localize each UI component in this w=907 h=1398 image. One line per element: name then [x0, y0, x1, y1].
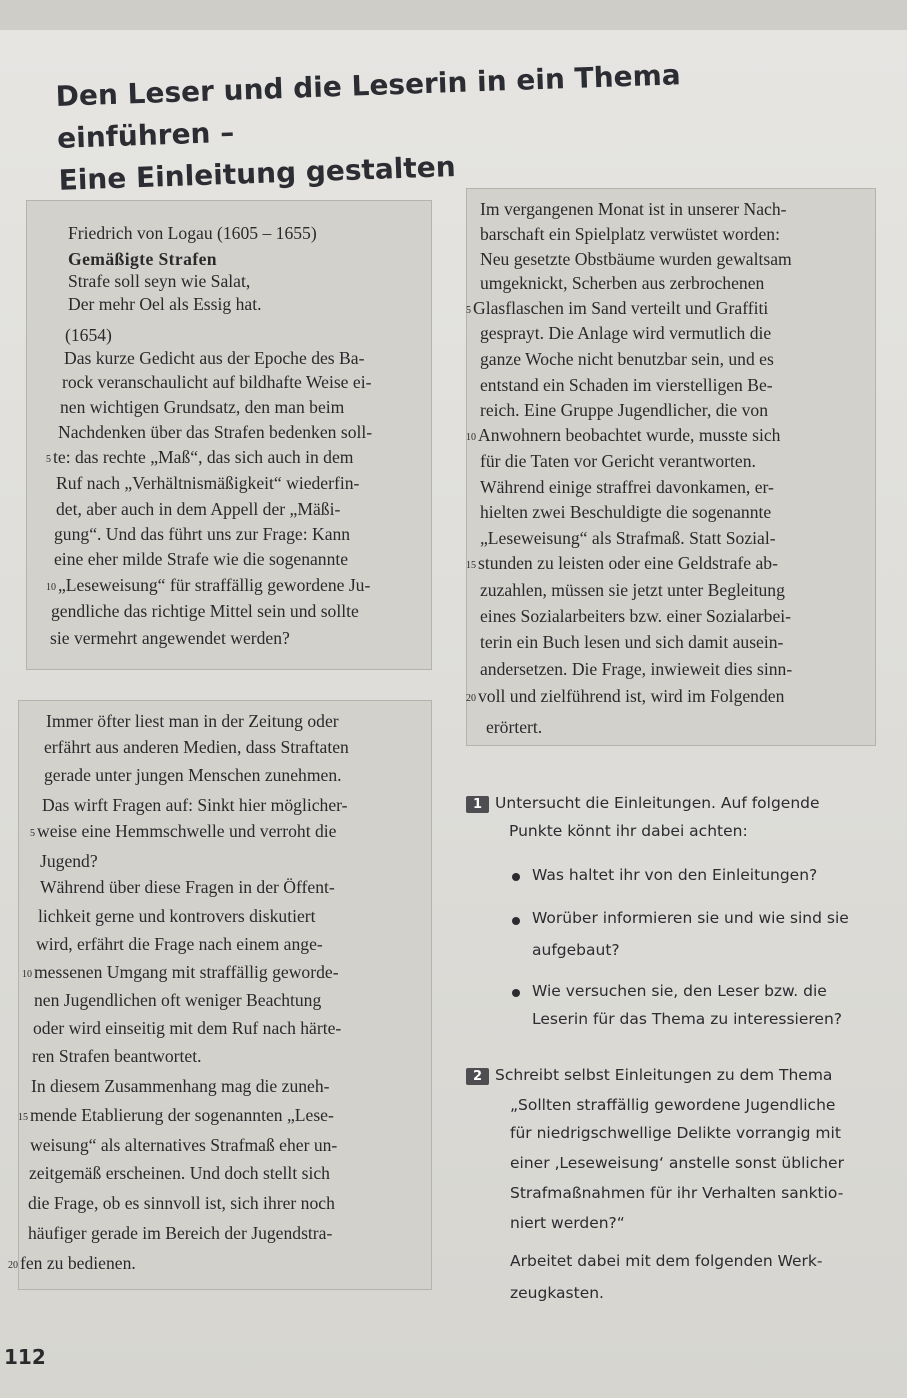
- text-line: nen Jugendlichen oft weniger Beachtung: [34, 990, 322, 1010]
- numbered-line: [30, 820, 336, 846]
- poem-title: Gemäßigte Strafen: [68, 249, 217, 269]
- task-text: zeugkasten.: [510, 1284, 604, 1302]
- task-bullet-text: Wie versuchen sie, den Leser bzw. die: [532, 982, 827, 1000]
- numbered-line: [46, 446, 353, 472]
- text-line: Während über diese Fragen in der Öffent-: [40, 877, 335, 897]
- line-number: 10: [22, 969, 32, 980]
- text-line: Ruf nach „Verhältnismäßigkeit“ wiederfin-: [56, 473, 360, 493]
- task-bullet-text: aufgebaut?: [532, 941, 620, 959]
- text-line: zeitgemäß erscheinen. Und doch stellt sich: [29, 1163, 330, 1183]
- text-line: lichkeit gerne und kontrovers diskutiert: [38, 906, 316, 926]
- bullet-icon: [512, 873, 520, 881]
- text-line: zuzahlen, müssen sie jetzt unter Begleitung: [480, 580, 785, 600]
- text-line: mende Etablierung der sogenannten „Lese-: [30, 1105, 334, 1125]
- task-text: Arbeitet dabei mit dem folgenden Werk-: [510, 1252, 823, 1270]
- task-bullet-text: Leserin für das Thema zu interessieren?: [532, 1010, 843, 1028]
- task-text: niert werden?“: [510, 1214, 625, 1232]
- title-line-1: Den Leser und die Leserin in ein Thema einführen –: [55, 58, 682, 155]
- text-line: ren Strafen beantwortet.: [32, 1046, 202, 1066]
- poem-line: Strafe soll seyn wie Salat,: [68, 271, 251, 291]
- text-line: Im vergangenen Monat ist in unserer Nach-: [480, 199, 787, 219]
- task-text: „Sollten straffällig gewordene Jugendliche: [510, 1096, 836, 1114]
- text-line: eines Sozialarbeiters bzw. einer Sozialarbei-: [480, 606, 792, 626]
- title-line-2: Eine Einleitung gestalten: [58, 150, 457, 197]
- text-line: hielten zwei Beschuldigte die sogenannte: [480, 502, 772, 522]
- text-line: gendliche das richtige Mittel sein und sollte: [51, 601, 359, 621]
- text-line: Immer öfter liest man in der Zeitung oder: [46, 711, 339, 731]
- text-line: eine eher milde Strafe wie die sogenannte: [54, 549, 349, 569]
- page-number: 112: [4, 1345, 46, 1369]
- numbered-line: [466, 297, 768, 323]
- line-number: 5: [466, 305, 471, 316]
- text-line: oder wird einseitig mit dem Ruf nach härte-: [33, 1018, 342, 1038]
- text-line: Anwohnern beobachtet wurde, musste sich: [478, 425, 781, 445]
- text-line: voll und zielführend ist, wird im Folgenden: [478, 686, 785, 706]
- task-2: [466, 1064, 832, 1086]
- poem-year: (1654): [65, 325, 112, 345]
- numbered-line: [18, 1104, 334, 1130]
- text-line: andersetzen. Die Frage, inwieweit dies sinn-: [480, 659, 793, 679]
- numbered-line: [466, 424, 780, 450]
- poem-author: Friedrich von Logau (1605 – 1655): [68, 223, 317, 243]
- line-number: 20: [466, 693, 476, 704]
- text-line: sie vermehrt angewendet werden?: [50, 628, 290, 648]
- text-line: barschaft ein Spielplatz verwüstet worden:: [480, 224, 780, 244]
- text-line: entstand ein Schaden im vierstelligen Be-: [480, 375, 773, 395]
- text-line: die Frage, ob es sinnvoll ist, sich ihrer noch: [28, 1193, 335, 1213]
- line-number: 10: [466, 432, 476, 443]
- text-line: Glasflaschen im Sand verteilt und Graffiti: [473, 298, 769, 318]
- text-line: erfährt aus anderen Medien, dass Straftaten: [44, 737, 349, 757]
- task-text: Untersucht die Einleitungen. Auf folgende: [495, 794, 820, 812]
- bullet-icon: [512, 989, 520, 997]
- line-number: 5: [46, 454, 51, 465]
- text-line: für die Taten vor Gericht verantworten.: [480, 451, 756, 471]
- numbered-line: [466, 552, 778, 578]
- text-line: Jugend?: [40, 851, 98, 871]
- text-line: det, aber auch in dem Appell der „Mäßi-: [56, 499, 341, 519]
- task-text: einer ‚Leseweisung‘ anstelle sonst üblicher: [510, 1154, 844, 1172]
- text-line: wird, erfährt die Frage nach einem ange-: [36, 934, 323, 954]
- text-line: stunden zu leisten oder eine Geldstrafe ab-: [478, 553, 778, 573]
- numbered-line: [22, 961, 339, 987]
- poem-line: Der mehr Oel als Essig hat.: [68, 294, 262, 314]
- line-number: 15: [466, 560, 476, 571]
- numbered-line: [46, 574, 370, 600]
- task-bullet-text: Was haltet ihr von den Einleitungen?: [532, 866, 818, 884]
- task-text: für niedrigschwellige Delikte vorrangig mit: [510, 1124, 841, 1142]
- text-line: weisung“ als alternatives Strafmaß eher un-: [30, 1135, 338, 1155]
- text-line: weise eine Hemmschwelle und verroht die: [37, 821, 337, 841]
- text-line: Das wirft Fragen auf: Sinkt hier möglicher-: [42, 795, 348, 815]
- text-line: te: das rechte „Maß“, das sich auch in dem: [53, 447, 354, 467]
- task-1: [466, 792, 820, 814]
- text-line: rock veranschaulicht auf bildhafte Weise ei-: [62, 372, 372, 392]
- text-line: häufiger gerade im Bereich der Jugendstra-: [28, 1223, 333, 1243]
- text-line: gerade unter jungen Menschen zunehmen.: [44, 765, 342, 785]
- task-text: Punkte könnt ihr dabei achten:: [509, 822, 748, 840]
- text-line: reich. Eine Gruppe Jugendlicher, die von: [480, 400, 769, 420]
- text-line: „Leseweisung“ als Strafmaß. Statt Sozial-: [480, 528, 776, 548]
- bullet-icon: [512, 917, 520, 925]
- text-line: ganze Woche nicht benutzbar sein, und es: [480, 349, 774, 369]
- text-line: nen wichtigen Grundsatz, den man beim: [60, 397, 345, 417]
- task-number-badge: 1: [466, 796, 489, 813]
- numbered-line: [466, 685, 784, 711]
- task-number-badge: 2: [466, 1068, 489, 1085]
- text-line: „Leseweisung“ für straffällig gewordene Ju-: [58, 575, 371, 595]
- text-line: gesprayt. Die Anlage wird vermutlich die: [480, 323, 772, 343]
- text-line: In diesem Zusammenhang mag die zuneh-: [31, 1076, 330, 1096]
- text-line: umgeknickt, Scherben aus zerbrochenen: [480, 273, 765, 293]
- line-number: 5: [30, 828, 35, 839]
- line-number: 10: [46, 582, 56, 593]
- text-line: messenen Umgang mit straffällig geworde-: [34, 962, 339, 982]
- numbered-line: [8, 1252, 136, 1278]
- text-line: gung“. Und das führt uns zur Frage: Kann: [54, 524, 351, 544]
- task-bullet-text: Worüber informieren sie und wie sind sie: [532, 909, 849, 927]
- task-text: Schreibt selbst Einleitungen zu dem Thema: [495, 1066, 833, 1084]
- text-line: Das kurze Gedicht aus der Epoche des Ba-: [64, 348, 365, 368]
- text-line: Nachdenken über das Strafen bedenken soll-: [58, 422, 373, 442]
- text-line: Während einige straffrei davonkamen, er-: [480, 477, 774, 497]
- line-number: 20: [8, 1260, 18, 1271]
- line-number: 15: [18, 1112, 28, 1123]
- text-line: Neu gesetzte Obstbäume wurden gewaltsam: [480, 249, 792, 269]
- text-line: fen zu bedienen.: [20, 1253, 136, 1273]
- text-line: terin ein Buch lesen und sich damit ausein-: [480, 632, 784, 652]
- text-line: erörtert.: [486, 717, 543, 737]
- task-text: Strafmaßnahmen für ihr Verhalten sanktio-: [510, 1184, 844, 1202]
